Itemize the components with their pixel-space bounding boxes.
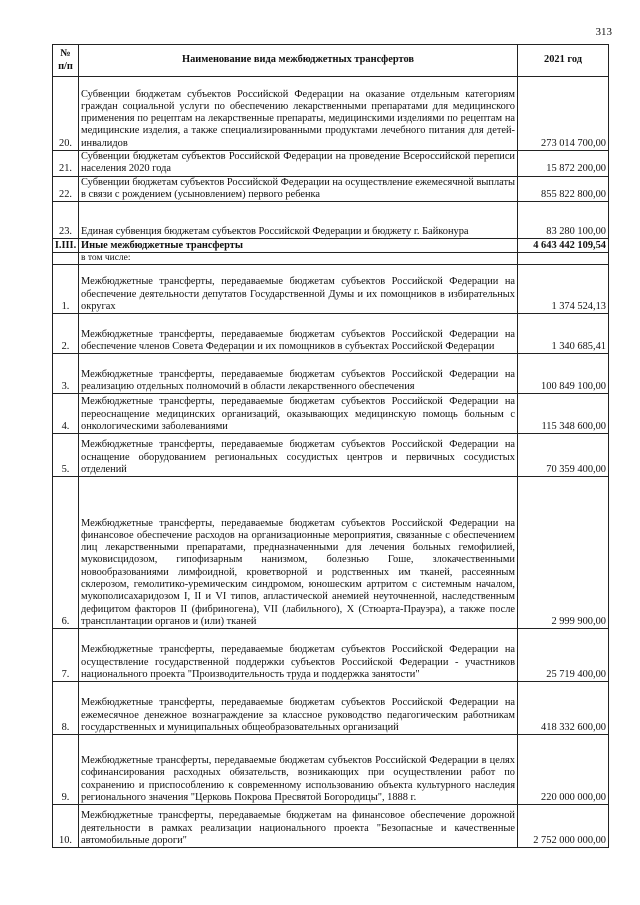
section-row [53,239,609,253]
row-description: Межбюджетные трансферты, передаваемые бюджетам субъектов Российской Федерации на обеспечение членов Совета Федерации и их помощников в субъектах Российской Федерации [79,314,518,354]
header-year: 2021 год [518,45,609,77]
row-number: 9. [53,735,79,805]
row-amount: 418 332 600,00 [518,682,609,735]
row-amount: 1 340 685,41 [518,314,609,354]
including-row [53,253,609,265]
section-amount: 4 643 442 109,54 [518,239,609,253]
row-amount: 2 999 900,00 [518,477,609,629]
row-number: 7. [53,629,79,682]
table-row [53,77,609,151]
row-description: Межбюджетные трансферты, передаваемые бюджетам субъектов Российской Федерации в целях софинансирования расходных обязательств, возникающих при осуществлении работ по сохранению и приспособлению к современному использованию объекта культурного наследия регионального значения "Церковь Покрова Пресвятой Богородицы", 1888 г. [79,735,518,805]
row-number: 4. [53,394,79,434]
row-description: Единая субвенция бюджетам субъектов Российской Федерации и бюджету г. Байконура [79,202,518,239]
section-num: I.III. [53,239,79,253]
row-amount: 25 719 400,00 [518,629,609,682]
row-description: Межбюджетные трансферты, передаваемые бюджетам субъектов Российской Федерации на реализацию отдельных полномочий в области лекарственного обеспечения [79,354,518,394]
row-amount: 1 374 524,13 [518,265,609,314]
table-row [53,176,609,202]
row-description: Межбюджетные трансферты, передаваемые бюджетам субъектов Российской Федерации на обеспечение деятельности депутатов Государственной Думы и их помощников в избирательных округах [79,265,518,314]
row-amount: 2 752 000 000,00 [518,805,609,848]
row-amount: 70 359 400,00 [518,434,609,477]
table-row [53,434,609,477]
row-number: 5. [53,434,79,477]
row-description: Межбюджетные трансферты, передаваемые бюджетам субъектов Российской Федерации на ежемесячное денежное вознаграждение за классное руководство педагогическим работникам государственных и муниципальных общеобразовательных организаций [79,682,518,735]
table-row [53,314,609,354]
row-amount: 220 000 000,00 [518,735,609,805]
header-num: № п/п [53,45,79,77]
row-description: Субвенции бюджетам субъектов Российской Федерации на оказание отдельным категориям граждан социальной услуги по обеспечению лекарственными препаратами для медицинского применения по рецептам на лекарственные препараты, медицинскими изделиями по рецептам на медицинские изделия, а также специализированными продуктами лечебного питания для детей-инвалидов [79,77,518,151]
row-description: Субвенции бюджетам субъектов Российской Федерации на осуществление ежемесячной выплаты в связи с рождением (усыновлением) первого ребенка [79,176,518,202]
row-number: 1. [53,265,79,314]
section-name: Иные межбюджетные трансферты [79,239,518,253]
including-amount [518,253,609,265]
row-description: Межбюджетные трансферты, передаваемые бюджетам субъектов Российской Федерации на переоснащение медицинских организаций, оказывающих медицинскую помощь больным с онкологическими заболеваниями [79,394,518,434]
row-description: Межбюджетные трансферты, передаваемые бюджетам субъектов Российской Федерации на финансовое обеспечение расходов на организационные мероприятия, связанные с обеспечением лиц лекарственными препаратами, предназначенными для лечения больных гемофилией, муковисцидозом, гипофизарным нанизмом, болезнью Гоше, злокачественными новообразованиями лимфоидной, кроветворной и родственных им тканей, рассеянным склерозом, гемолитико-уремическим синдромом, юношеским артритом с системным началом, мукополисахаридозом I, II и VI типов, апластической анемией неуточненной, наследственным дефицитом факторов II (фибриногена), VII (лабильного), X (Стюарта-Прауэра), а также после трансплантации органов и (или) тканей [79,477,518,629]
row-amount: 855 822 800,00 [518,176,609,202]
rows-top [53,77,609,239]
row-number: 2. [53,314,79,354]
table-row [53,682,609,735]
table-header-row [53,45,609,77]
row-description: Межбюджетные трансферты, передаваемые бюджетам на финансовое обеспечение дорожной деятельности в рамках реализации национального проекта "Безопасные и качественные автомобильные дороги" [79,805,518,848]
row-number: 20. [53,77,79,151]
section-block [53,239,609,265]
row-number: 23. [53,202,79,239]
row-number: 10. [53,805,79,848]
row-description: Межбюджетные трансферты, передаваемые бюджетам субъектов Российской Федерации на осуществление государственной поддержки субъектов Российской Федерации - участников национального проекта "Производительность труда и поддержка занятости" [79,629,518,682]
table-row [53,805,609,848]
table-row [53,265,609,314]
row-amount: 115 348 600,00 [518,394,609,434]
row-number: 8. [53,682,79,735]
row-amount: 83 280 100,00 [518,202,609,239]
table-row [53,629,609,682]
row-number: 22. [53,176,79,202]
row-number: 21. [53,151,79,177]
including-num [53,253,79,265]
row-number: 6. [53,477,79,629]
table-row [53,354,609,394]
table-row [53,735,609,805]
row-amount: 15 872 200,00 [518,151,609,177]
row-amount: 273 014 700,00 [518,77,609,151]
table-row [53,151,609,177]
rows-bottom [53,265,609,848]
row-description: Межбюджетные трансферты, передаваемые бюджетам субъектов Российской Федерации на оснащение оборудованием региональных сосудистых центров и первичных сосудистых отделений [79,434,518,477]
page-number: 313 [595,26,612,38]
header-name: Наименование вида межбюджетных трансфертов [79,45,518,77]
transfers-table [52,44,609,848]
including-label: в том числе: [79,253,518,265]
table-row [53,202,609,239]
table-row [53,477,609,629]
row-number: 3. [53,354,79,394]
row-amount: 100 849 100,00 [518,354,609,394]
row-description: Субвенции бюджетам субъектов Российской Федерации на проведение Всероссийской переписи населения 2020 года [79,151,518,177]
table-row [53,394,609,434]
